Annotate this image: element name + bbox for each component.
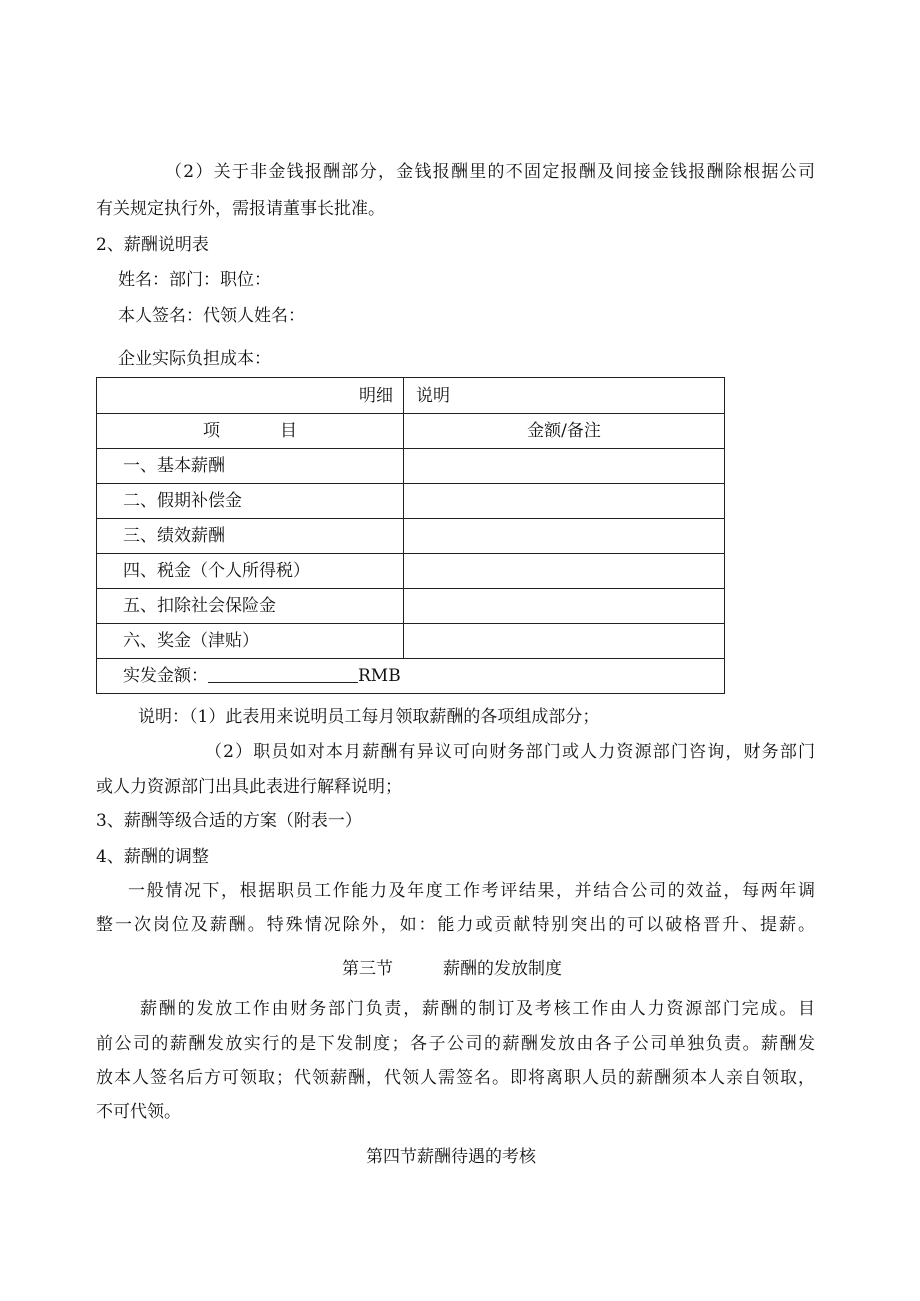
subheader-item-char2: 目 (280, 421, 297, 441)
subheader-item-cell (97, 414, 404, 449)
row-basic-salary: 一、基本薪酬 (97, 449, 404, 484)
subheader-item-char1: 项 (203, 421, 220, 441)
salary-explanation-table (96, 377, 725, 694)
table-row (97, 449, 725, 484)
row-performance-salary-amount (404, 519, 725, 554)
chapter3-title (342, 958, 562, 980)
total-amount-cell (97, 659, 725, 694)
table-total-row (97, 659, 725, 694)
chapter3-title-number: 第三节 (342, 959, 393, 979)
header-detail-cell: 明细 (97, 378, 404, 414)
section4-heading: 4、薪酬的调整 (96, 847, 209, 867)
chapter3-line3: 放本人签名后方可领取；代领薪酬，代领人需签名。即将离职人员的薪酬须本人亲自领取， (96, 1068, 815, 1088)
row-social-insurance-amount (404, 589, 725, 624)
chapter3-title-text: 薪酬的发放制度 (443, 959, 562, 979)
para1-line2: 有关规定执行外，需报请董事长批准。 (96, 199, 385, 219)
row-income-tax: 四、税金（个人所得税） (97, 554, 404, 589)
enterprise-cost-line: 企业实际负担成本： (118, 349, 271, 369)
table-header-row (97, 378, 725, 414)
section4-line2: 整一次岗位及薪酬。特殊情况除外，如：能力或贡献特别突出的可以破格晋升、提薪。 (96, 915, 815, 935)
chapter3-line4: 不可代领。 (96, 1102, 181, 1122)
name-dept-position-line: 姓名：部门：职位： (118, 270, 271, 290)
row-bonus: 六、奖金（津贴） (97, 624, 404, 659)
table-subheader-row (97, 414, 725, 449)
row-social-insurance: 五、扣除社会保险金 (97, 589, 404, 624)
section2-heading: 2、薪酬说明表 (96, 235, 209, 255)
total-amount-blank (208, 666, 358, 683)
para1-line1: （2）关于非金钱报酬部分，金钱报酬里的不固定报酬及间接金钱报酬除根据公司 (165, 162, 815, 182)
table-row (97, 624, 725, 659)
row-holiday-compensation: 二、假期补偿金 (97, 484, 404, 519)
note-2-line1: （2）职员如对本月薪酬有异议可向财务部门或人力资源部门咨询，财务部门 (205, 742, 815, 762)
chapter3-line2: 前公司的薪酬发放实行的是下发制度；各子公司的薪酬发放由各子公司单独负责。薪酬发 (96, 1034, 815, 1054)
table-row (97, 484, 725, 519)
note-2-line2: 或人力资源部门出具此表进行解释说明； (96, 777, 402, 797)
header-explanation-cell: 说明 (404, 378, 725, 414)
row-bonus-amount (404, 624, 725, 659)
total-amount-label: 实发金额： (123, 666, 208, 686)
section3-heading: 3、薪酬等级合适的方案（附表一） (96, 811, 362, 831)
total-amount-unit: RMB (358, 666, 401, 686)
chapter3-line1: 薪酬的发放工作由财务部门负责，薪酬的制订及考核工作由人力资源部门完成。目 (140, 999, 815, 1019)
table-row (97, 519, 725, 554)
table-row (97, 554, 725, 589)
chapter4-title: 第四节薪酬待遇的考核 (366, 1147, 536, 1167)
subheader-amount-cell: 金额/备注 (404, 414, 725, 449)
note-1: 说明：（1）此表用来说明员工每月领取薪酬的各项组成部分； (138, 707, 600, 727)
row-performance-salary: 三、绩效薪酬 (97, 519, 404, 554)
section4-line1: 一般情况下，根据职员工作能力及年度工作考评结果，并结合公司的效益，每两年调 (128, 881, 815, 901)
row-basic-salary-amount (404, 449, 725, 484)
row-holiday-compensation-amount (404, 484, 725, 519)
row-income-tax-amount (404, 554, 725, 589)
signature-line: 本人签名：代领人姓名： (118, 306, 305, 326)
table-row (97, 589, 725, 624)
